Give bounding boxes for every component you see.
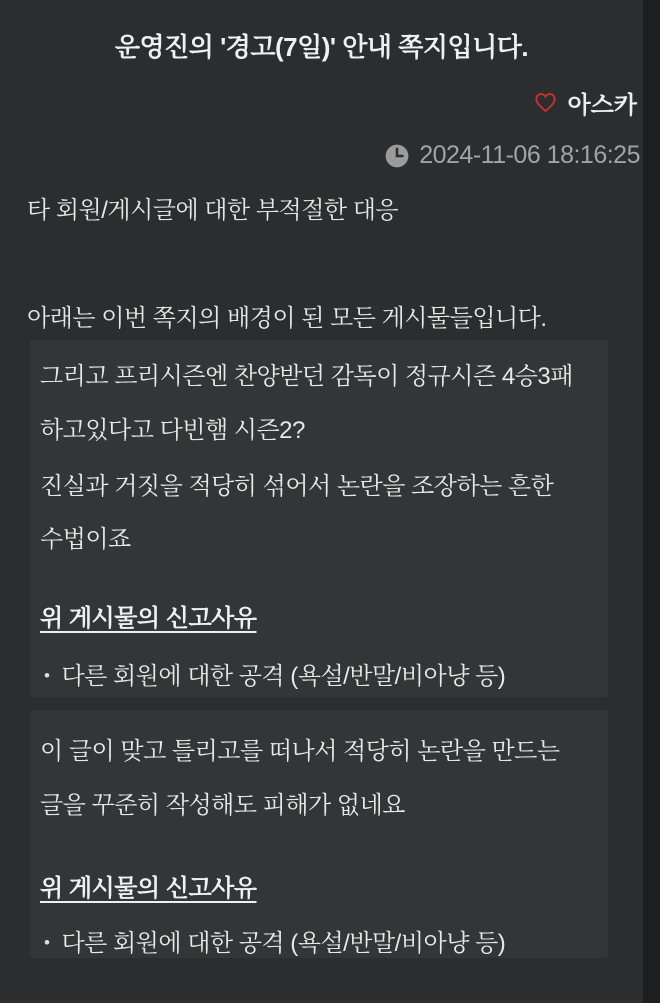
author-name[interactable]: 아스카	[567, 92, 637, 119]
content-right-gutter	[643, 0, 660, 1003]
timestamp-row	[384, 141, 640, 170]
heart-outline-icon	[533, 90, 558, 115]
quote-line: 이 글이 맞고 틀리고를 떠나서 적당히 논란을 만드는	[40, 738, 560, 765]
quote-line: 글을 꾸준히 작성해도 피해가 없네요	[40, 792, 405, 819]
report-reason-heading: 위 게시물의 신고사유	[40, 605, 257, 632]
quote-line: 진실과 거짓을 적당히 섞어서 논란을 조장하는 흔한	[40, 473, 554, 500]
page-title: 운영진의 '경고(7일)' 안내 쪽지입니다.	[114, 32, 529, 62]
report-reason-item	[44, 923, 505, 958]
report-reason-item	[44, 656, 505, 691]
report-reason-text: 다른 회원에 대한 공격 (욕설/반말/비아냥 등)	[61, 663, 506, 690]
report-reason-heading: 위 게시물의 신고사유	[40, 875, 257, 902]
quote-line: 수법이죠	[40, 526, 131, 553]
warning-reason-text: 타 회원/게시글에 대한 부적절한 대응	[27, 197, 399, 224]
quoted-post-1	[30, 340, 608, 697]
author-row[interactable]	[533, 85, 637, 120]
quote-line: 하고있다고 다빈햄 시즌2?	[40, 417, 305, 444]
quoted-post-2	[30, 710, 608, 958]
clock-icon	[384, 143, 410, 169]
bullet-dot-icon: •	[44, 933, 50, 952]
bullet-dot-icon: •	[44, 666, 50, 685]
timestamp: 2024-11-06 18:16:25	[419, 141, 640, 169]
quote-line: 그리고 프리시즌엔 찬양받던 감독이 정규시즌 4승3패	[40, 363, 573, 390]
context-text: 아래는 이번 쪽지의 배경이 된 모든 게시물들입니다.	[27, 305, 547, 332]
report-reason-text: 다른 회원에 대한 공격 (욕설/반말/비아냥 등)	[61, 930, 506, 957]
